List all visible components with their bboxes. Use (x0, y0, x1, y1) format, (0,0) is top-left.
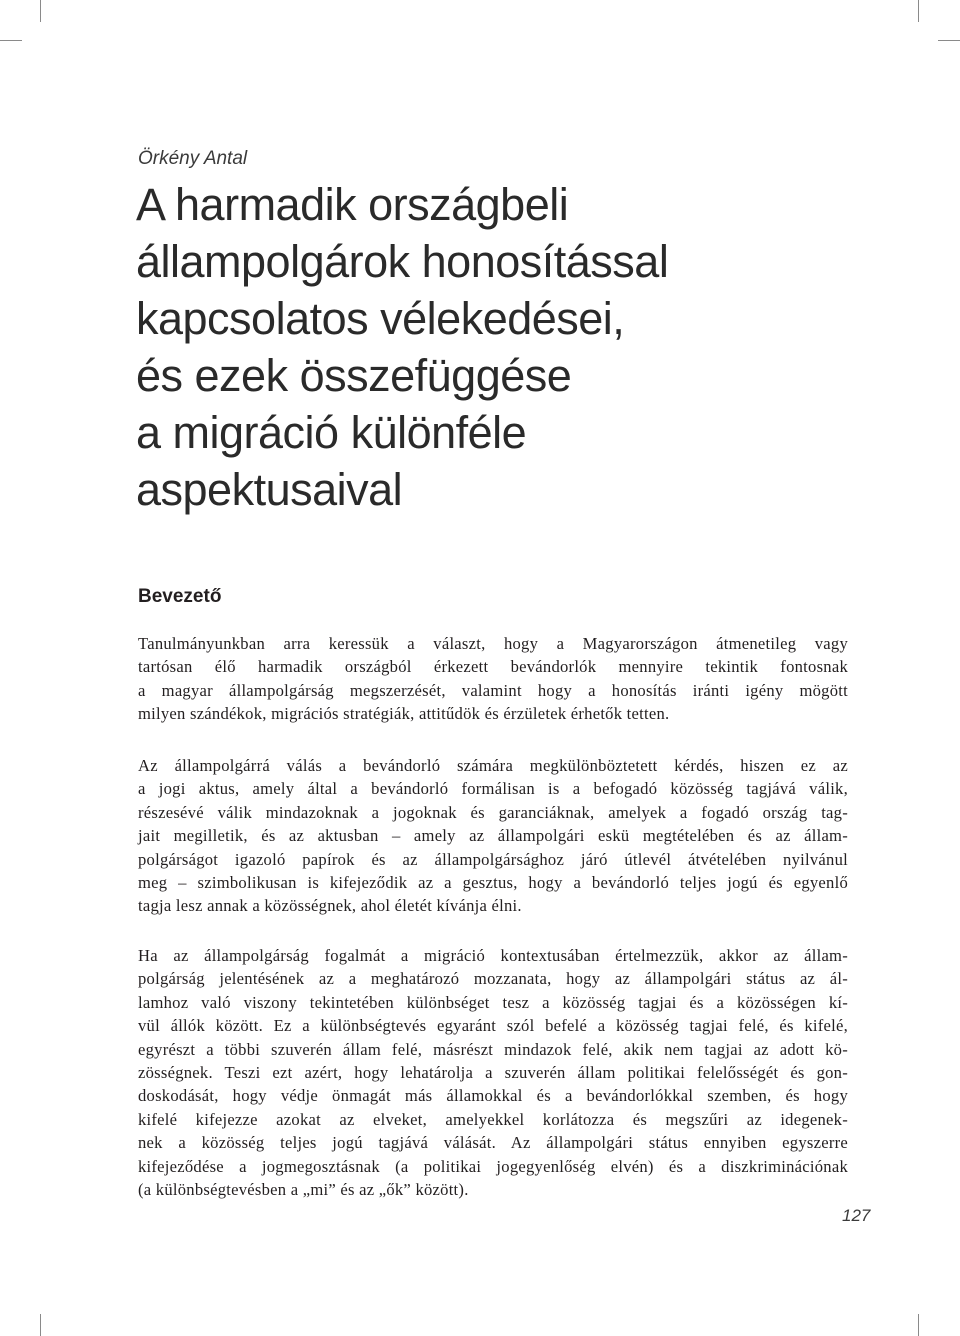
text-line: doskodását, hogy védje önmagát más államokkal és a bevándorlókkal szemben, és hogy (138, 1086, 848, 1106)
text-line: egyrészt a többi szuverén állam felé, másrészt mindazok felé, akik nem tagjai az adott kö- (138, 1039, 848, 1059)
text-line: Tanulmányunkban arra keressük a választ, hogy a Magyarországon átmenetileg vagy (138, 634, 848, 653)
title-line: és ezek összefüggése (136, 350, 572, 401)
text-line: kifelé kifejezze azokat az elveket, amelyekkel korlátozza és megszűri az idegenek- (138, 1109, 848, 1129)
text-line: nek a közösség teljes jogú tagjává válását. Az állampolgári státus ennyiben egyszerre (138, 1133, 848, 1153)
text-line: a jogi aktus, amely által a bevándorló formálisan is a befogadó közösség tagjává válik, (138, 779, 848, 799)
paragraph-migration-context (138, 944, 848, 1201)
paragraph-citizenship (138, 754, 848, 918)
crop-mark-bottom-right-vertical (918, 1314, 919, 1336)
text-line: tartósan élő harmadik országból érkezett bevándorlók mennyire tekintik fontosnak (138, 657, 848, 677)
crop-mark-top-left-horizontal (0, 40, 22, 41)
crop-mark-bottom-left-vertical (40, 1314, 41, 1336)
text-line: polgárságot igazoló papírok és az állampolgársághoz járó útlevél átvételében nyilvánul (138, 849, 848, 869)
author-name: Örkény Antal (138, 148, 248, 169)
crop-mark-top-right-horizontal (938, 40, 960, 41)
text-line: a magyar állampolgárság megszerzését, valamint hogy a honosítás iránti igény mögött (138, 680, 848, 700)
text-line: meg – szimbolikusan is kifejeződik az a gesztus, hogy a bevándorló teljes jogú és egyenlő (138, 873, 848, 893)
title-line: A harmadik országbeli (136, 179, 569, 230)
section-heading: Bevezető (138, 586, 222, 607)
text-line: Az állampolgárrá válás a bevándorló számára megkülönböztetett kérdés, hiszen ez az (138, 756, 848, 775)
title-line: kapcsolatos vélekedései, (136, 293, 625, 344)
page-number: 127 (842, 1206, 871, 1225)
text-line: zösségnek. Teszi ezt azért, hogy lehatárolja a szuverén állam politikai felelősségét és gon- (138, 1063, 848, 1083)
text-line: tagja lesz annak a közösségnek, ahol életét kívánja élni. (138, 896, 522, 916)
crop-mark-top-right-vertical (918, 0, 919, 22)
text-line: részesévé válik mindazoknak a jogoknak és garanciáknak, amelyek a fogadó ország tag- (138, 802, 848, 822)
text-line: vül állók között. Ez a különbségtevés egyaránt szól befelé a közösség tagjai felé, és kifelé, (138, 1016, 848, 1036)
text-line: jait megilletik, és az aktusban – amely az állampolgári eskü megtételében és az állam- (138, 826, 848, 846)
paragraph-intro (138, 632, 848, 726)
page-title (136, 176, 668, 518)
text-line: lamhoz való viszony tekintetében különbséget tesz a közösség tagjai és a közösségen kí- (138, 992, 848, 1012)
crop-mark-top-left-vertical (40, 0, 41, 22)
text-line: kifejeződése a jogmegosztásnak (a politikai jogegyenlőség elvén) és a diszkriminációnak (138, 1156, 848, 1176)
text-line: milyen szándékok, migrációs stratégiák, attitűdök és érzületek érhetők tetten. (138, 704, 670, 724)
text-line: (a különbségtevésben a „mi” és az „ők” között). (138, 1180, 469, 1200)
text-line: polgárság jelentésének az a meghatározó mozzanata, hogy az állampolgári státus az ál- (138, 969, 848, 989)
title-line: állampolgárok honosítással (136, 236, 669, 287)
title-line: a migráció különféle (136, 407, 527, 458)
title-line: aspektusaival (136, 464, 403, 515)
text-line: Ha az állampolgárság fogalmát a migráció kontextusában értelmezzük, akkor az állam- (138, 946, 848, 965)
